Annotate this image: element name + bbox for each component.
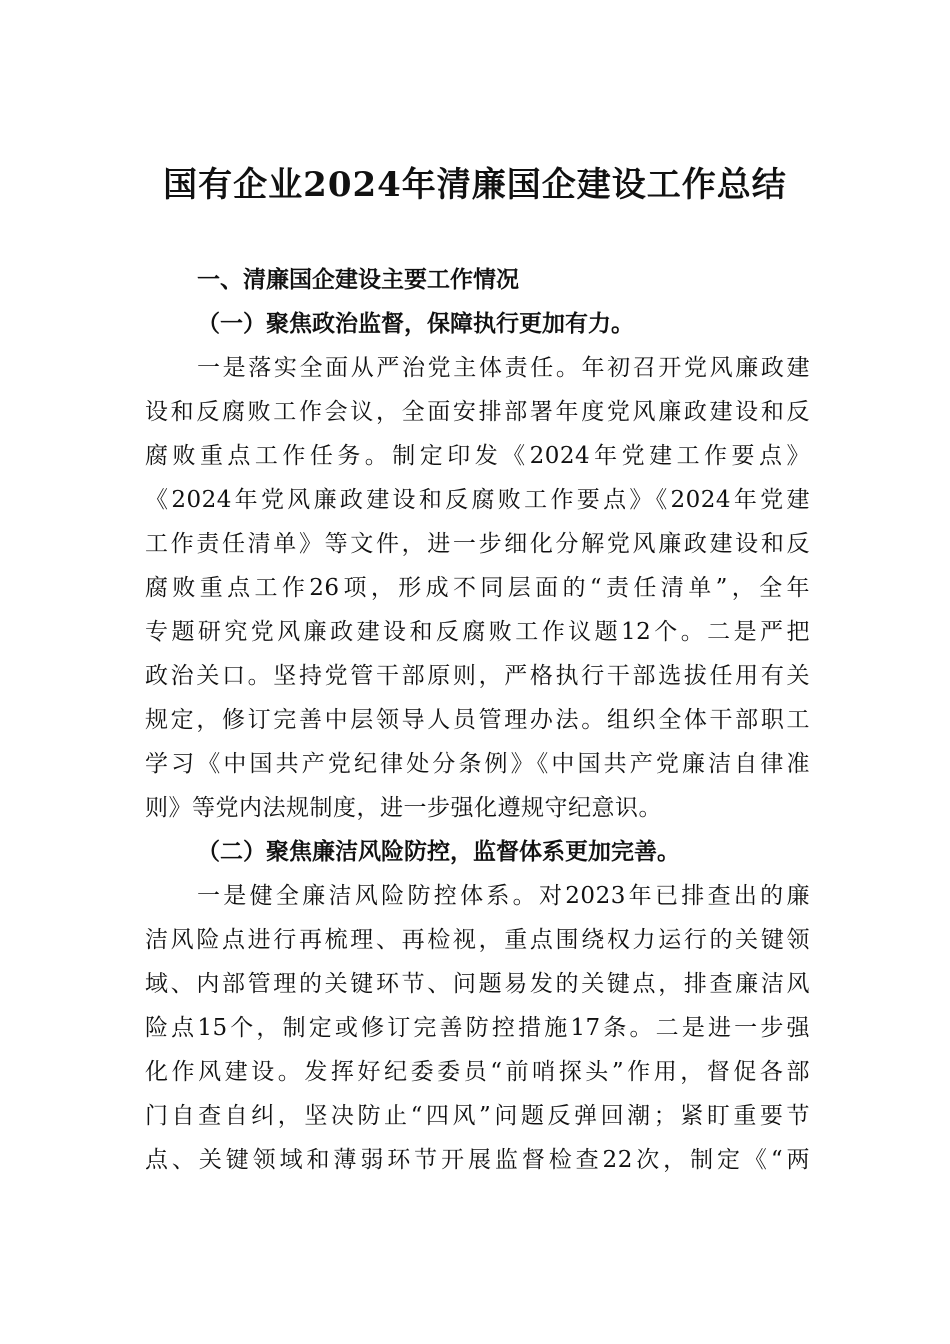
paragraph-2 (145, 874, 810, 1182)
paragraph-line: 政治关口。坚持党管干部原则，严格执行干部选拔任用有关 (145, 663, 810, 689)
paragraph-line: 规定，修订完善中层领导人员管理办法。组织全体干部职工 (145, 707, 810, 733)
paragraph-line: 腐败重点工作26项，形成不同层面的“责任清单”，全年 (145, 575, 810, 601)
subsection-heading-2: （二）聚焦廉洁风险防控，监督体系更加完善。 (197, 838, 680, 865)
paragraph-1 (145, 346, 810, 830)
paragraph-line: 险点15个，制定或修订完善防控措施17条。二是进一步强 (145, 1015, 810, 1041)
paragraph-line: 化作风建设。发挥好纪委委员“前哨探头”作用，督促各部 (145, 1059, 810, 1085)
paragraph-line: 腐败重点工作任务。制定印发《2024年党建工作要点》 (145, 443, 810, 469)
paragraph-line: 域、内部管理的关键环节、问题易发的关键点，排查廉洁风 (145, 971, 810, 997)
paragraph-line: 点、关键领域和薄弱环节开展监督检查22次，制定《“两 (145, 1147, 810, 1173)
section-heading-1: 一、清廉国企建设主要工作情况 (197, 267, 519, 293)
paragraph-line: 一是健全廉洁风险防控体系。对2023年已排查出的廉 (197, 883, 810, 909)
paragraph-line: 专题研究党风廉政建设和反腐败工作议题12个。二是严把 (145, 619, 810, 645)
paragraph-line: 《2024年党风廉政建设和反腐败工作要点》《2024年党建 (145, 487, 810, 513)
subsection-heading-1: （一）聚焦政治监督，保障执行更加有力。 (197, 310, 634, 337)
paragraph-line: 一是落实全面从严治党主体责任。年初召开党风廉政建 (197, 355, 810, 381)
paragraph-line: 洁风险点进行再梳理、再检视，重点围绕权力运行的关键领 (145, 927, 810, 953)
paragraph-line: 学习《中国共产党纪律处分条例》《中国共产党廉洁自律准 (145, 751, 810, 777)
paragraph-line: 设和反腐败工作会议，全面安排部署年度党风廉政建设和反 (145, 399, 810, 425)
document-body (145, 258, 810, 1182)
document-title: 国有企业2024年清廉国企建设工作总结 (163, 165, 787, 205)
paragraph-line: 工作责任清单》等文件，进一步细化分解党风廉政建设和反 (145, 531, 810, 557)
paragraph-line: 门自查自纠，坚决防止“四风”问题反弹回潮；紧盯重要节 (145, 1103, 810, 1129)
paragraph-line: 则》等党内法规制度，进一步强化遵规守纪意识。 (145, 795, 662, 821)
